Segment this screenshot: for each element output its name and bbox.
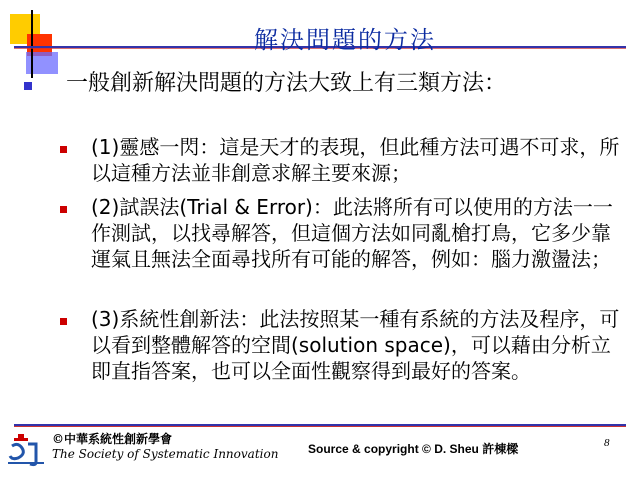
sub-bullet-text-2: (2)試誤法(Trial & Error)：此法將所有可以使用的方法一一作測試，以找尋解答，但這個方法如同亂槍打鳥，它多少靠運氣且無法全面尋找所有可能的解答，例如：腦力激盪法；	[91, 195, 613, 271]
footer-rule-accent	[14, 426, 626, 427]
organization-name-english: The Society of Systematic Innovation	[52, 447, 279, 461]
page-number: 8	[604, 437, 610, 449]
sub-bullet-icon	[60, 146, 67, 153]
decor-vertical-line	[31, 10, 33, 78]
society-logo-icon	[6, 432, 46, 468]
main-bullet-text: 一般創新解決問題的方法大致上有三類方法：	[66, 71, 507, 96]
sub-bullet-text-3: (3)系統性創新法：此法按照某一種有系統的方法及程序，可以看到整體解答的空間(solution space)，可以藉由分析立即直指答案，也可以全面性觀察得到最好的答案。	[91, 307, 620, 383]
sub-bullet-text-1: (1)靈感一閃：這是天才的表現，但此種方法可遇不可求，所以這種方法並非創意求解主要來源；	[91, 135, 620, 185]
slide-title: 解決問題的方法	[254, 26, 436, 54]
organization-name-chinese: ©中華系統性創新學會	[52, 432, 173, 446]
sub-bullet-icon	[60, 318, 67, 325]
sub-bullet-icon	[60, 206, 67, 213]
main-bullet-icon	[24, 82, 32, 90]
source-copyright: Source & copyright © D. Sheu 許棟樑	[308, 442, 519, 456]
